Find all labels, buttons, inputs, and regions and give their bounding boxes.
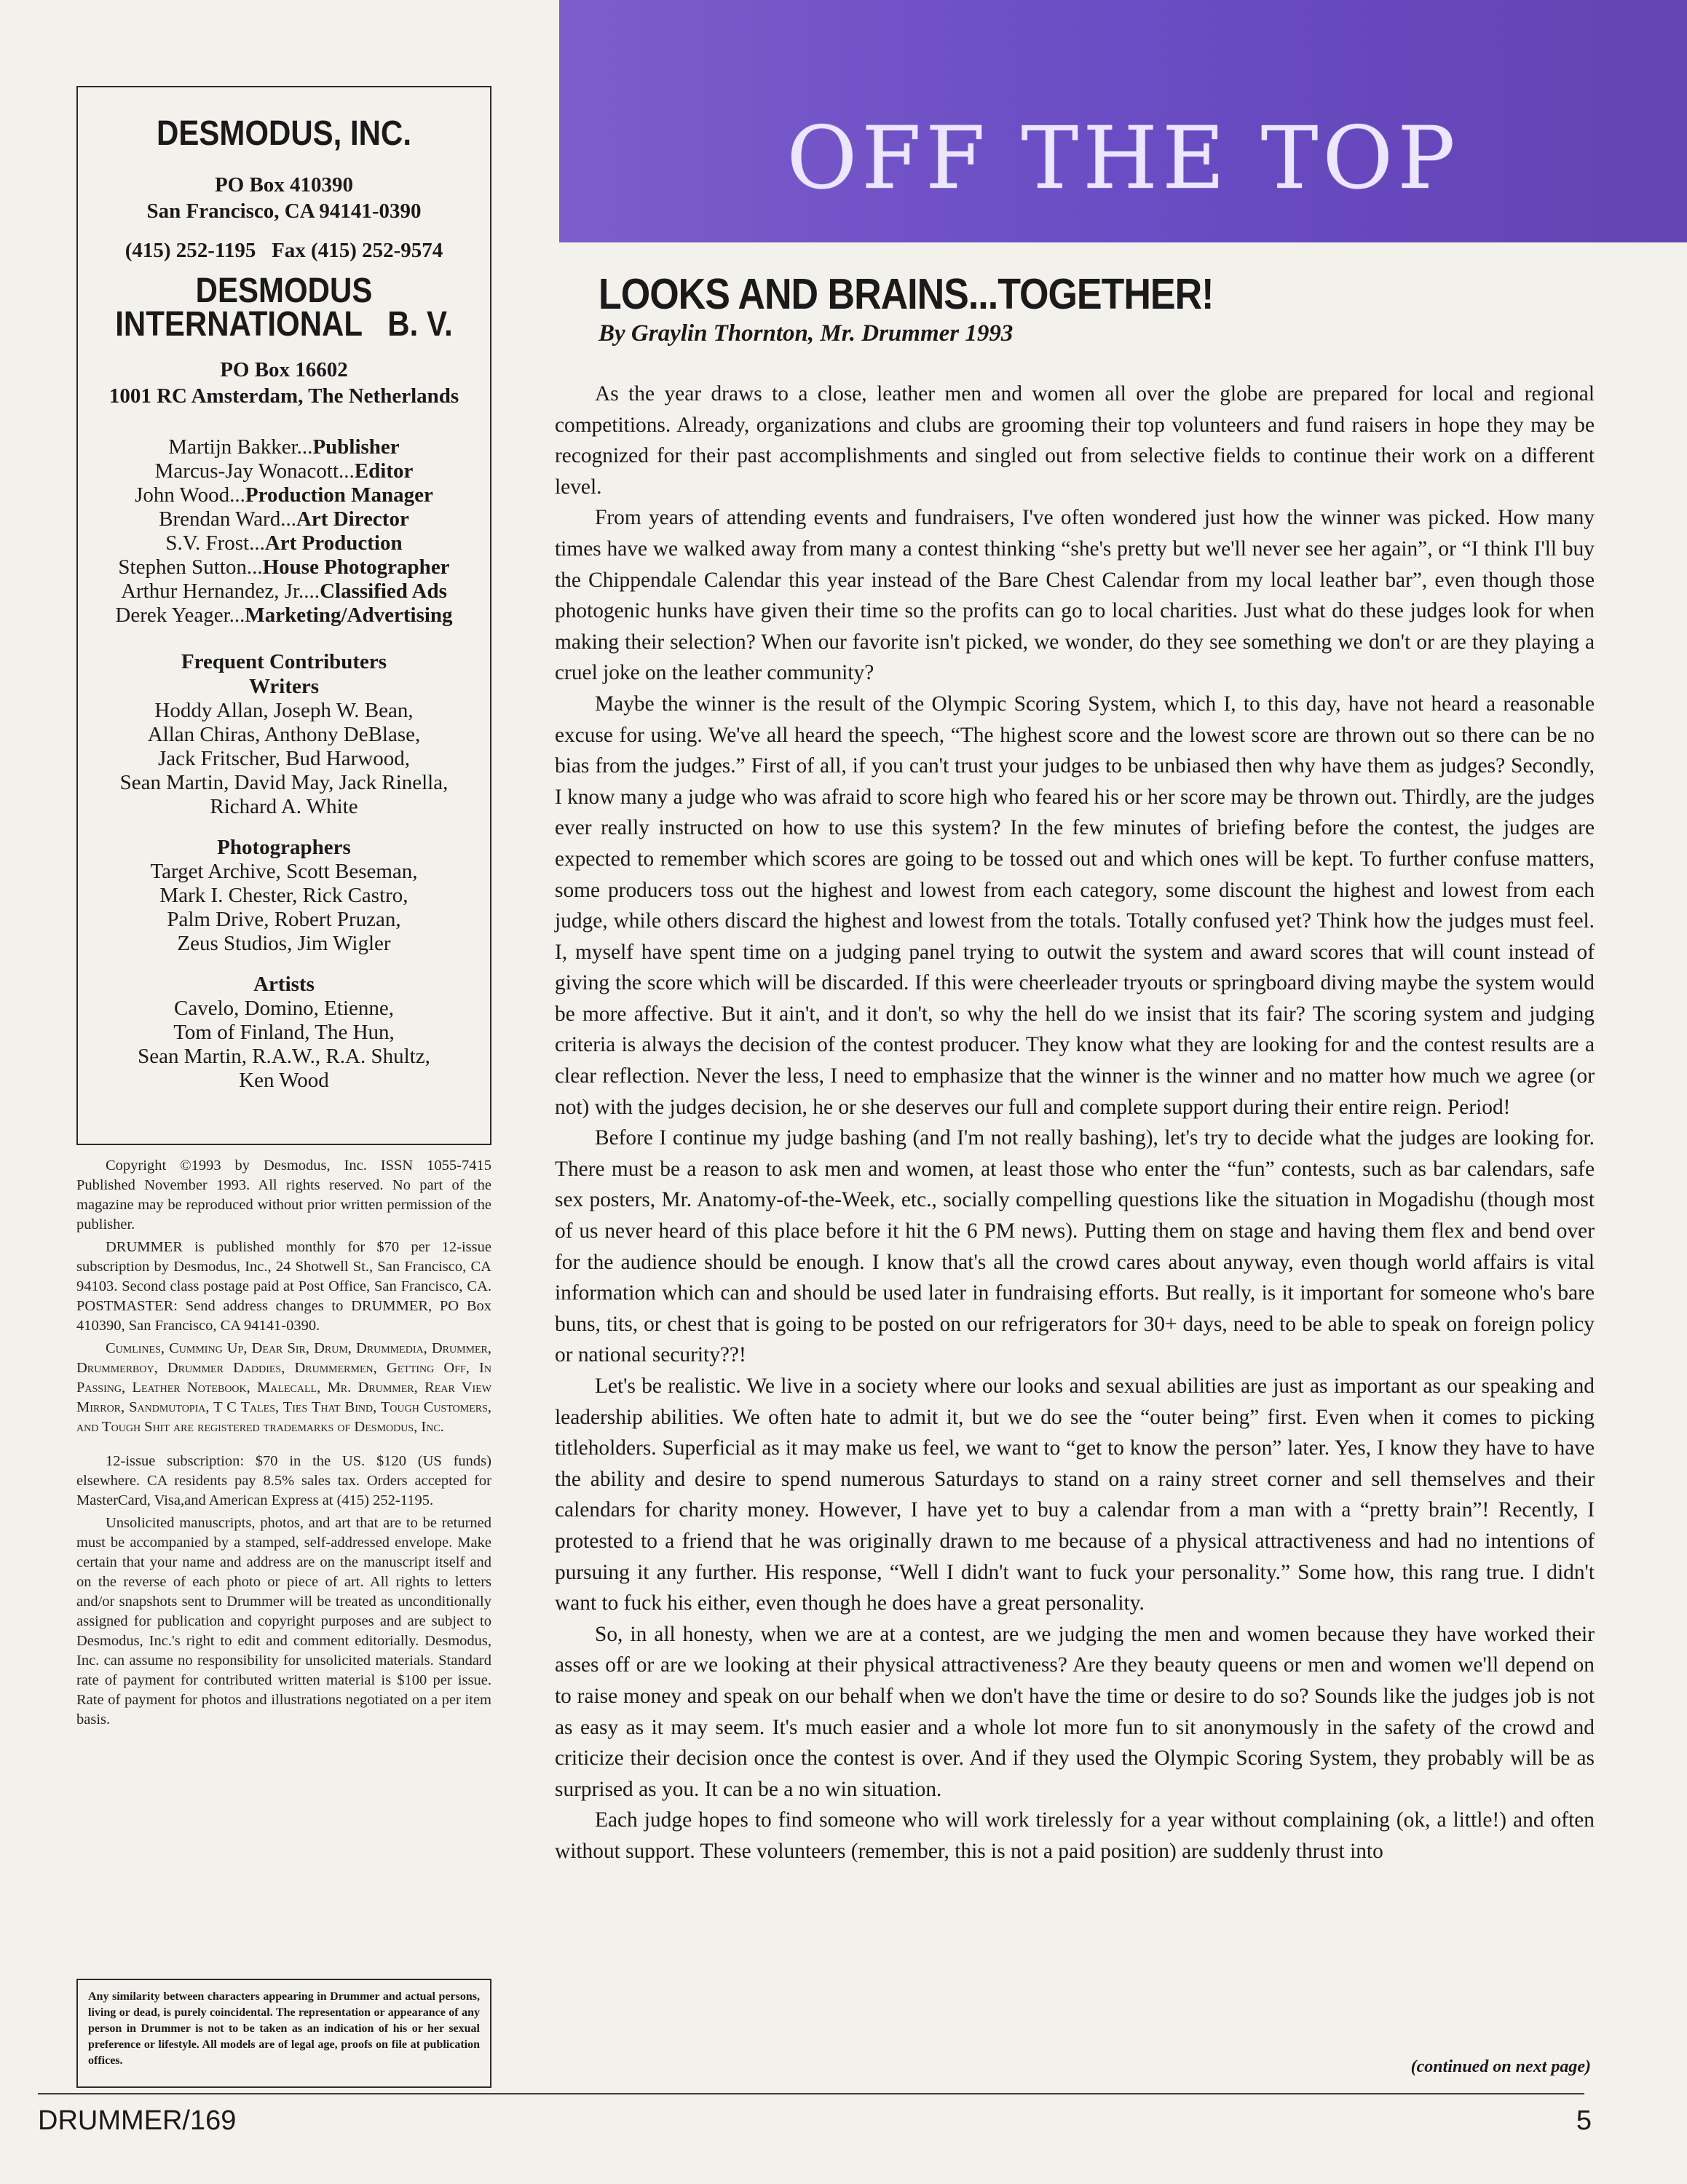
staff-role: House Photographer bbox=[262, 555, 450, 579]
article-paragraph: As the year draws to a close, leather men and women all over the globe are prepared for local and regional competitions. Already, organizations and clubs are grooming their top volunteers and fund raisers in hope they may be recognized for their past accomplishments and singled out from selective fields to continue their work on a different level. bbox=[555, 382, 1595, 499]
staff-role: Art Production bbox=[264, 531, 403, 555]
intl-name-line-1: DESMODUS bbox=[195, 270, 373, 310]
staff-row bbox=[78, 604, 490, 628]
staff-name: Martijn Bakker... bbox=[168, 435, 313, 459]
staff-role: Art Director bbox=[296, 507, 409, 531]
section-banner bbox=[559, 0, 1687, 242]
article-paragraph: From years of attending events and fundraisers, I've often wondered just how the winner was picked. How many times have we walked away from many a contest thinking “she's pretty but we'll never see her again”, or “I think I'll buy the Chippendale Calendar this year instead of the Bare Chest Calendar from my local leather bar”, even though those photogenic hunks have given their time so the profits can go to local charities. Just what do these judges look for when making their selection? When our favorite isn't picked, we wonder, do they see something we don't or are they playing a cruel joke on the leather community? bbox=[555, 506, 1595, 685]
intl-city: 1001 RC Amsterdam, The Netherlands bbox=[108, 384, 459, 408]
staff-row bbox=[78, 531, 490, 555]
staff-name: John Wood... bbox=[135, 483, 245, 507]
artist-line: Sean Martin, R.A.W., R.A. Shultz, bbox=[138, 1045, 430, 1068]
page-number: 5 bbox=[1576, 2105, 1592, 2136]
masthead-box bbox=[76, 86, 491, 1145]
publication-notice: DRUMMER is published monthly for $70 per 12-issue subscription by Desmodus, Inc., 24 Shotwell St., San Francisco, CA 94103. Second class postage paid at Post Office, San Francisco, CA. POSTMASTER: Send address changes to DRUMMER, PO Box 410390, San Francisco, CA 94141-0390. bbox=[76, 1239, 491, 1334]
company-po-box: PO Box 410390 bbox=[214, 173, 354, 197]
article-paragraph: Let's be realistic. We live in a society where our looks and sexual abilities are just as important as our speaking and leadership abilities. We often hate to admit it, but we do see the “outer being” first. Even when it comes to picking titleholders. Superficial as it may make us feel, we want to “get to know the person” later. Yes, I know they have to have the ability and desire to spend numerous Saturdays to stand on a rainy street corner and sell themselves and their calendars for charity money. However, I have yet to buy a calendar from a man with a “pretty brain”! Recently, I protested to a friend that he was originally drawn to me because of a physical attractiveness and had no intentions of pursuing it any further. His response, “Well I didn't want to fuck your personality.” Some how, this rang true. I didn't want to fuck his either, even though he does have a great personality. bbox=[555, 1374, 1595, 1615]
article-paragraph: Each judge hopes to find someone who will work tirelessly for a year without complaining (ok, a little!) and often without support. These volunteers (remember, this is not a paid position) are suddenly thrust into bbox=[555, 1808, 1595, 1863]
staff-row bbox=[78, 507, 490, 531]
disclaimer-box: Any similarity between characters appearing in Drummer and actual persons, living or dead, is purely coincidental. The representation or appearance of any person in Drummer is not to be taken as an indication of his or her sexual preference or lifestyle. All models are of legal age, proofs on file at publication offices. bbox=[76, 1979, 491, 2088]
legal-notice bbox=[76, 1156, 491, 1733]
staff-role: Marketing/Advertising bbox=[245, 604, 453, 627]
staff-name: Stephen Sutton... bbox=[118, 555, 263, 579]
staff-role: Classified Ads bbox=[320, 579, 447, 603]
artist-line: Tom of Finland, The Hun, bbox=[173, 1021, 395, 1044]
contributors-heading: Frequent Contributers bbox=[181, 650, 387, 673]
article-headline: LOOKS AND BRAINS...TOGETHER! bbox=[598, 270, 1214, 319]
submissions-notice: Unsolicited manuscripts, photos, and art that are to be returned must be accompanied by a stamped, self-addressed envelope. Make certain that your name and address are on the manuscript itself and on the reverse of each photo or piece of art. All rights to letters and/or snapshots sent to Drummer will be treated as unconditionally assigned for publication and copyright purposes and are subject to Desmodus, Inc.'s right to edit and comment editorially. Desmodus, Inc. can assume no responsibility for unsolicited materials. Standard rate of payment for contributed written material is $100 per issue. Rate of payment for photos and illustrations negotiated on a per item basis. bbox=[76, 1515, 491, 1728]
photographer-line: Mark I. Chester, Rick Castro, bbox=[159, 884, 408, 907]
photographers-heading: Photographers bbox=[217, 836, 351, 859]
staff-row bbox=[78, 555, 490, 579]
staff-name: Arthur Hernandez, Jr.... bbox=[121, 579, 320, 603]
writer-line: Richard A. White bbox=[210, 795, 358, 818]
article-paragraph: Maybe the winner is the result of the Olympic Scoring System, which I, to this day, have not heard a reasonable excuse for using. We've all heard the speech, “The highest score and the lowest score are thrown out so there can be no bias from the judges.” First of all, if you can't trust your judges to be unbiased then why have them as judges? Secondly, I know many a judge who was afraid to score high who feared his or her score may be thrown out. Thirdly, are the judges ever really instructed on how to use this system? In the few minutes of briefing before the contest, the judges are expected to remember which scores are going to be tossed out and which ones will be kept. To further confuse matters, some producers toss out the highest and lowest from each category, some discount the highest and lowest from each judge, while others discard the highest and lowest from the totals. Totally confused yet? Think how the judges must feel. I, myself have spent time on a judging panel trying to outwit the system and award scores that will count instead of giving the score which will be discarded. If this were cheerleader tryouts or springboard diving maybe the system would be more affective. But it ain't, and it don't, so why the hell do we insist that its fair? The scoring system and judging criteria is always the decision of the contest producer. They know what they are looking for and the contest results are a clear reflection. Never the less, I need to emphasize that the winner is the winner and no matter how much we agree (or not) with the judges decision, he or she deserves our full and complete support during their entire reign. Period! bbox=[555, 692, 1595, 1119]
artists-heading: Artists bbox=[253, 973, 315, 996]
staff-row bbox=[78, 579, 490, 604]
staff-row bbox=[78, 483, 490, 507]
photographer-line: Target Archive, Scott Beseman, bbox=[150, 860, 418, 883]
company-city: San Francisco, CA 94141-0390 bbox=[146, 199, 422, 223]
staff-row bbox=[78, 435, 490, 459]
staff-row bbox=[78, 459, 490, 483]
staff-name: Marcus-Jay Wonacott... bbox=[154, 459, 355, 483]
artists-list bbox=[78, 997, 490, 1093]
continued-note: (continued on next page) bbox=[1410, 2057, 1591, 2076]
staff-name: Derek Yeager... bbox=[115, 604, 245, 627]
staff-role: Publisher bbox=[312, 435, 400, 459]
company-phone: (415) 252-1195 Fax (415) 252-9574 bbox=[125, 239, 443, 262]
company-name: DESMODUS, INC. bbox=[156, 113, 412, 153]
writers-list bbox=[78, 699, 490, 819]
artist-line: Cavelo, Domino, Etienne, bbox=[173, 997, 395, 1020]
section-title: OFF THE TOP bbox=[786, 108, 1460, 208]
staff-role: Editor bbox=[354, 459, 414, 483]
article-body bbox=[555, 379, 1595, 1867]
article-paragraph: Before I continue my judge bashing (and I'm not really bashing), let's try to decide what the judges are looking for. There must be a reason to ask men and women, at least those who enter the “fun” contests, such as bar calendars, safe sex posters, Mr. Anatomy-of-the-Week, etc., socially compelling questions like the situation in Mogadishu (though most of us never heard of this place before it hit the 6 PM news). Putting them on stage and having them flex and bend over for the audience should be enough. I know that's all the crowd cares about anyway, even though world affairs is vital information which can and should be used later in fundraising efforts. But really, is it important for someone who's bare buns, tits, or chest that is going to be posted on our refrigerators for 30+ days, need to be able to speak on foreign policy or national security??! bbox=[555, 1126, 1595, 1367]
photographer-line: Zeus Studios, Jim Wigler bbox=[177, 932, 391, 955]
writer-line: Jack Fritscher, Bud Harwood, bbox=[158, 747, 410, 770]
issue-label: DRUMMER/169 bbox=[38, 2105, 237, 2136]
subscription-notice: 12-issue subscription: $70 in the US. $120 (US funds) elsewhere. CA residents pay 8.5% sales tax. Orders accepted for MasterCard, Visa,and American Express at (415) 252-1195. bbox=[76, 1453, 491, 1508]
staff-name: Brendan Ward... bbox=[159, 507, 296, 531]
staff-role: Production Manager bbox=[245, 483, 433, 507]
writers-heading: Writers bbox=[248, 675, 320, 698]
intl-name-line-2: INTERNATIONAL B. V. bbox=[115, 304, 453, 344]
intl-po-box: PO Box 16602 bbox=[220, 358, 348, 381]
writer-line: Sean Martin, David May, Jack Rinella, bbox=[119, 771, 449, 794]
writer-line: Allan Chiras, Anthony DeBlase, bbox=[147, 723, 421, 746]
copyright-notice: Copyright ©1993 by Desmodus, Inc. ISSN 1055-7415 Published November 1993. All rights reserved. No part of the magazine may be reproduced without prior written permission of the publisher. bbox=[76, 1158, 491, 1233]
staff-list bbox=[78, 435, 490, 628]
staff-name: S.V. Frost... bbox=[165, 531, 265, 555]
article-paragraph: So, in all honesty, when we are at a contest, are we judging the men and women because they have worked their asses off or are we looking at their physical attractiveness? Are they beauty queens or men and women we'll depend on to raise money and speak on our behalf when we don't have the time or desire to do so? Sounds like the judges job is not as easy as it may seem. It's much easier and a whole lot more fun to sit anonymously in the safety of the crowd and criticize their decision once the contest is over. And if they used the Olympic Scoring System, they probably will be as surprised as you. It can be a no win situation. bbox=[555, 1622, 1595, 1801]
trademark-notice: Cumlines, Cumming Up, Dear Sir, Drum, Drummedia, Drummer, Drummerboy, Drummer Daddies, Drummermen, Getting Off, In Passing, Leather Notebook, Malecall, Mr. Drummer, Rear View Mirror, Sandmutopia, T C Tales, Ties That Bind, Tough Customers, and Tough Shit are registered trademarks of Desmodus, Inc. bbox=[76, 1340, 491, 1435]
article-byline: By Graylin Thornton, Mr. Drummer 1993 bbox=[598, 320, 1014, 347]
footer-rule bbox=[38, 2093, 1584, 2094]
photographer-line: Palm Drive, Robert Pruzan, bbox=[167, 908, 401, 931]
artist-line: Ken Wood bbox=[239, 1069, 329, 1092]
writer-line: Hoddy Allan, Joseph W. Bean, bbox=[154, 699, 414, 722]
photographers-list bbox=[78, 860, 490, 956]
